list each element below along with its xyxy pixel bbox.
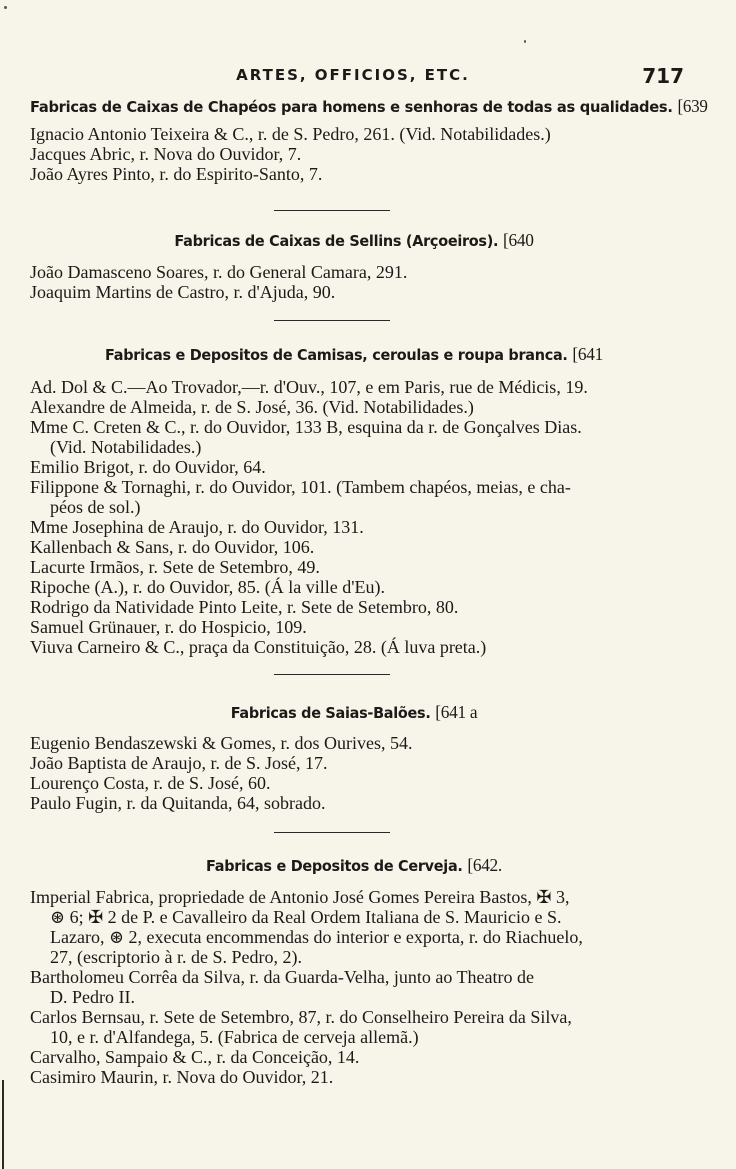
list-item: D. Pedro II. — [50, 987, 135, 1007]
section-divider — [274, 832, 390, 833]
section-heading-641: Fabricas e Depositos de Camisas, ceroulas e roupa branca. [641 — [105, 344, 603, 364]
section-ref: [639 — [677, 96, 708, 116]
list-item: Lacurte Irmãos, r. Sete de Setembro, 49. — [30, 557, 320, 577]
list-item: Eugenio Bendaszewski & Gomes, r. dos Ourives, 54. — [30, 733, 413, 753]
list-item: Ripoche (A.), r. do Ouvidor, 85. (Á la ville d'Eu). — [30, 577, 385, 597]
list-item: Carvalho, Sampaio & C., r. da Conceição, 14. — [30, 1047, 360, 1067]
list-item: João Ayres Pinto, r. do Espirito-Santo, 7. — [30, 164, 323, 184]
list-item: Casimiro Maurin, r. Nova do Ouvidor, 21. — [30, 1067, 334, 1087]
section-heading-639: Fabricas de Caixas de Chapéos para homens e senhoras de todas as qualidades. [639 — [30, 96, 708, 116]
list-item: Emilio Brigot, r. do Ouvidor, 64. — [30, 457, 266, 477]
list-item: Lazaro, ⊛ 2, executa encommendas do interior e exporta, r. do Riachuelo, — [50, 927, 583, 947]
ink-speck — [524, 40, 526, 43]
list-item: Jacques Abric, r. Nova do Ouvidor, 7. — [30, 144, 302, 164]
section-divider — [274, 320, 390, 321]
section-divider — [274, 674, 390, 675]
page-header — [28, 62, 684, 90]
list-item: ⊛ 6; ✠ 2 de P. e Cavalleiro da Real Ordem Italiana de S. Mauricio e S. — [50, 907, 562, 927]
page-edge-shadow — [2, 1080, 4, 1169]
list-item: João Baptista de Araujo, r. de S. José, 17. — [30, 753, 328, 773]
section-divider — [274, 210, 390, 211]
section-heading-641a: Fabricas de Saias-Balões. [641 a — [230, 702, 478, 722]
list-item: Rodrigo da Natividade Pinto Leite, r. Sete de Setembro, 80. — [30, 597, 459, 617]
section-ref: [642. — [467, 855, 502, 875]
list-item: Carlos Bernsau, r. Sete de Setembro, 87, r. do Conselheiro Pereira da Silva, — [30, 1007, 572, 1027]
list-item: Kallenbach & Sans, r. do Ouvidor, 106. — [30, 537, 315, 557]
list-item: 27, (escriptorio à r. de S. Pedro, 2). — [50, 947, 302, 967]
list-item: (Vid. Notabilidades.) — [50, 437, 202, 457]
list-item: Filippone & Tornaghi, r. do Ouvidor, 101. (Tambem chapéos, meias, e cha- — [30, 477, 571, 497]
list-item: Lourenço Costa, r. de S. José, 60. — [30, 773, 271, 793]
list-item: Mme C. Creten & C., r. do Ouvidor, 133 B, esquina da r. de Gonçalves Dias. — [30, 417, 582, 437]
list-item: Samuel Grünauer, r. do Hospicio, 109. — [30, 617, 307, 637]
running-title: ARTES, OFFICIOS, ETC. — [236, 66, 470, 84]
list-item: Ignacio Antonio Teixeira & C., r. de S. Pedro, 261. (Vid. Notabilidades.) — [30, 124, 551, 144]
list-item: Viuva Carneiro & C., praça da Constituição, 28. (Á luva preta.) — [30, 637, 487, 657]
list-item: Bartholomeu Corrêa da Silva, r. da Guarda-Velha, junto ao Theatro de — [30, 967, 535, 987]
ink-speck — [4, 6, 7, 9]
list-item: Paulo Fugin, r. da Quitanda, 64, sobrado. — [30, 793, 326, 813]
list-item: péos de sol.) — [50, 497, 141, 517]
section-ref: [640 — [502, 230, 534, 250]
list-item: João Damasceno Soares, r. do General Camara, 291. — [30, 262, 408, 282]
section-ref: [641 — [572, 344, 603, 364]
section-heading-640: Fabricas de Caixas de Sellins (Arçoeiros). [640 — [174, 230, 534, 250]
list-item: Joaquim Martins de Castro, r. d'Ajuda, 90. — [30, 282, 336, 302]
page-number: 717 — [642, 64, 684, 88]
section-heading-642: Fabricas e Depositos de Cerveja. [642. — [206, 855, 502, 875]
list-item: Imperial Fabrica, propriedade de Antonio José Gomes Pereira Bastos, ✠ 3, — [30, 887, 570, 907]
list-item: Alexandre de Almeida, r. de S. José, 36. (Vid. Notabilidades.) — [30, 397, 474, 417]
list-item: Ad. Dol & C.—Ao Trovador,—r. d'Ouv., 107, e em Paris, rue de Médicis, 19. — [30, 377, 588, 397]
list-item: Mme Josephina de Araujo, r. do Ouvidor, 131. — [30, 517, 364, 537]
section-ref: [641 a — [435, 702, 478, 722]
list-item: 10, e r. d'Alfandega, 5. (Fabrica de cerveja allemã.) — [50, 1027, 419, 1047]
